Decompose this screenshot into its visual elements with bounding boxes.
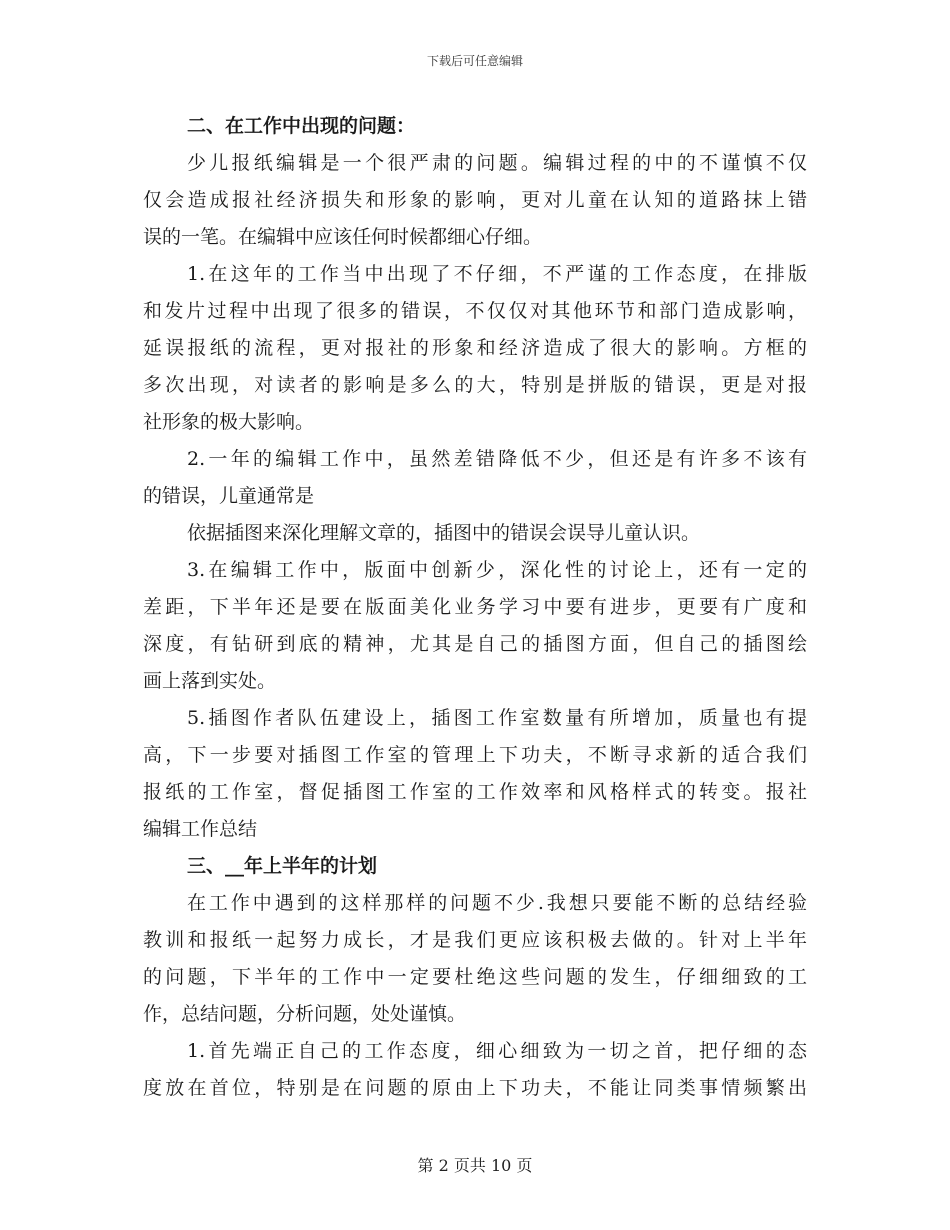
text-line: 报纸的工作室，督促插图工作室的工作效率和风格样式的转变。报社 (143, 781, 807, 803)
text-line: 依据插图来深化理解文章的，插图中的错误会误导儿童认识。 (187, 522, 701, 544)
text-line: 多次出现，对读者的影响是多么的大，特别是拼版的错误，更是对报 (143, 374, 807, 396)
text-line: 的问题，下半年的工作中一定要杜绝这些问题的发生，仔细细致的工 (143, 966, 807, 988)
text-line: 社形象的极大影响。 (143, 411, 315, 433)
text-line: 画上落到实处。 (143, 670, 277, 692)
text-line: 编辑工作总结 (143, 818, 258, 840)
text-line: 差距，下半年还是要在版面美化业务学习中要有进步，更要有广度和 (143, 596, 807, 618)
text-line: 5.插图作者队伍建设上，插图工作室数量有所增加，质量也有提 (187, 707, 807, 729)
text-line: 3.在编辑工作中，版面中创新少，深化性的讨论上，还有一定的 (187, 559, 807, 581)
text-line: 度放在首位，特别是在问题的原由上下功夫，不能让同类事情频繁出 (143, 1077, 807, 1099)
text-line: 延误报纸的流程，更对报社的形象和经济造成了很大的影响。方框的 (143, 337, 807, 359)
text-line: 在工作中遇到的这样那样的问题不少.我想只要能不断的总结经验 (187, 892, 807, 914)
page-number: 第 2 页共 10 页 (417, 1156, 533, 1175)
text-line: 2.一年的编辑工作中，虽然差错降低不少，但还是有许多不该有 (187, 448, 807, 470)
text-line: 仅会造成报社经济损失和形象的影响，更对儿童在认知的道路抹上错 (143, 189, 807, 211)
text-line: 的错误，儿童通常是 (143, 485, 315, 507)
text-line: 作，总结问题，分析问题，处处谨慎。 (143, 1003, 467, 1025)
text-line: 少儿报纸编辑是一个很严肃的问题。编辑过程的中的不谨慎不仅 (187, 152, 807, 174)
document-body (143, 108, 807, 1107)
text-line: 1.首先端正自己的工作态度，细心细致为一切之首，把仔细的态 (187, 1040, 807, 1062)
text-line: 深度，有钻研到底的精神，尤其是自己的插图方面，但自己的插图绘 (143, 633, 807, 655)
section-heading: 二、在工作中出现的问题： (187, 115, 416, 137)
text-line: 教训和报纸一起努力成长，才是我们更应该积极去做的。针对上半年 (143, 929, 807, 951)
section-heading: 三、__年上半年的计划 (187, 855, 378, 877)
text-line: 误的一笔。在编辑中应该任何时候都细心仔细。 (143, 226, 543, 248)
text-line: 高，下一步要对插图工作室的管理上下功夫，不断寻求新的适合我们 (143, 744, 807, 766)
text-line: 1.在这年的工作当中出现了不仔细，不严谨的工作态度，在排版 (187, 263, 807, 285)
text-line: 和发片过程中出现了很多的错误，不仅仅对其他环节和部门造成影响， (143, 300, 807, 322)
page-header: 下载后可任意编辑 (426, 54, 523, 68)
